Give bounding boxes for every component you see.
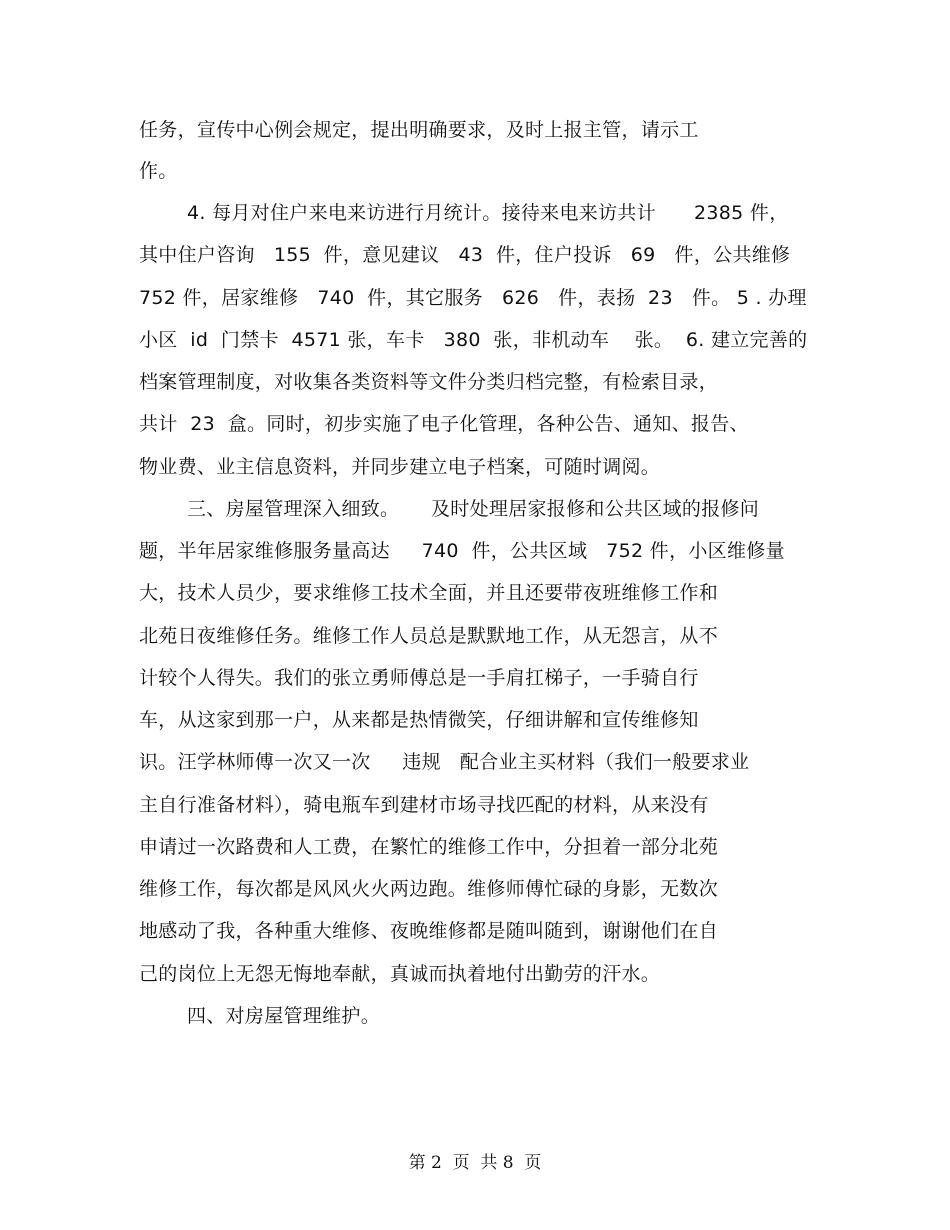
text-line: 作。 [139,160,178,182]
text-line: 识。汪学林师傅一次又一次 违规 配合业主买材料（我们一般要求业 [139,751,750,773]
text-line: 其中住户咨询 155 件，意见建议 43 件，住户投诉 69 件，公共维修 [139,244,791,266]
text-line: 档案管理制度，对收集各类资料等文件分类归档完整，有检索目录， [139,371,719,393]
text-line: 4. 每月对住户来电来访进行月统计。接待来电来访共计 2385 件， [187,202,789,224]
text-line: 物业费、业主信息资料，并同步建立电子档案，可随时调阅。 [139,456,661,478]
text-line: 小区 id 门禁卡 4571 张，车卡 380 张，非机动车 张。 6. 建立完善的 [139,329,808,351]
text-line: 申请过一次路费和人工费，在繁忙的维修工作中，分担着一部分北苑 [139,836,719,858]
text-line: 三、房屋管理深入细致。 及时处理居家报修和公共区域的报修问 [187,498,760,520]
text-line: 主自行准备材料），骑电瓶车到建材市场寻找匹配的材料，从来没有 [139,794,709,816]
text-line: 车，从这家到那一户，从来都是热情微笑，仔细讲解和宣传维修知 [139,709,699,731]
text-line: 地感动了我，各种重大维修、夜晚维修都是随叫随到，谢谢他们在自 [139,920,719,942]
text-line: 己的岗位上无怨无悔地奉献，真诚而执着地付出勤劳的汗水。 [139,963,661,985]
text-line: 维修工作，每次都是风风火火两边跑。维修师傅忙碌的身影，无数次 [139,878,719,900]
text-line: 共计 23 盒。同时，初步实施了电子化管理，各种公告、通知、报告、 [139,413,749,435]
page-number-footer: 第 2 页 共 8 页 [408,1153,542,1173]
text-line: 北苑日夜维修任务。维修工作人员总是默默地工作，从无怨言，从不 [139,625,719,647]
text-line: 四、对房屋管理维护。 [187,1005,381,1027]
text-line: 大，技术人员少，要求维修工技术全面，并且还要带夜班维修工作和 [139,582,719,604]
text-line: 计较个人得失。我们的张立勇师傅总是一手肩扛梯子，一手骑自行 [139,667,699,689]
text-line: 752 件，居家维修 740 件，其它服务 626 件，表扬 23 件。 5 . 办理 [139,287,807,309]
text-line: 任务，宣传中心例会规定，提出明确要求，及时上报主管，请示工 [139,119,699,141]
text-line: 题，半年居家维修服务量高达 740 件，公共区域 752 件，小区维修量 [139,540,785,562]
